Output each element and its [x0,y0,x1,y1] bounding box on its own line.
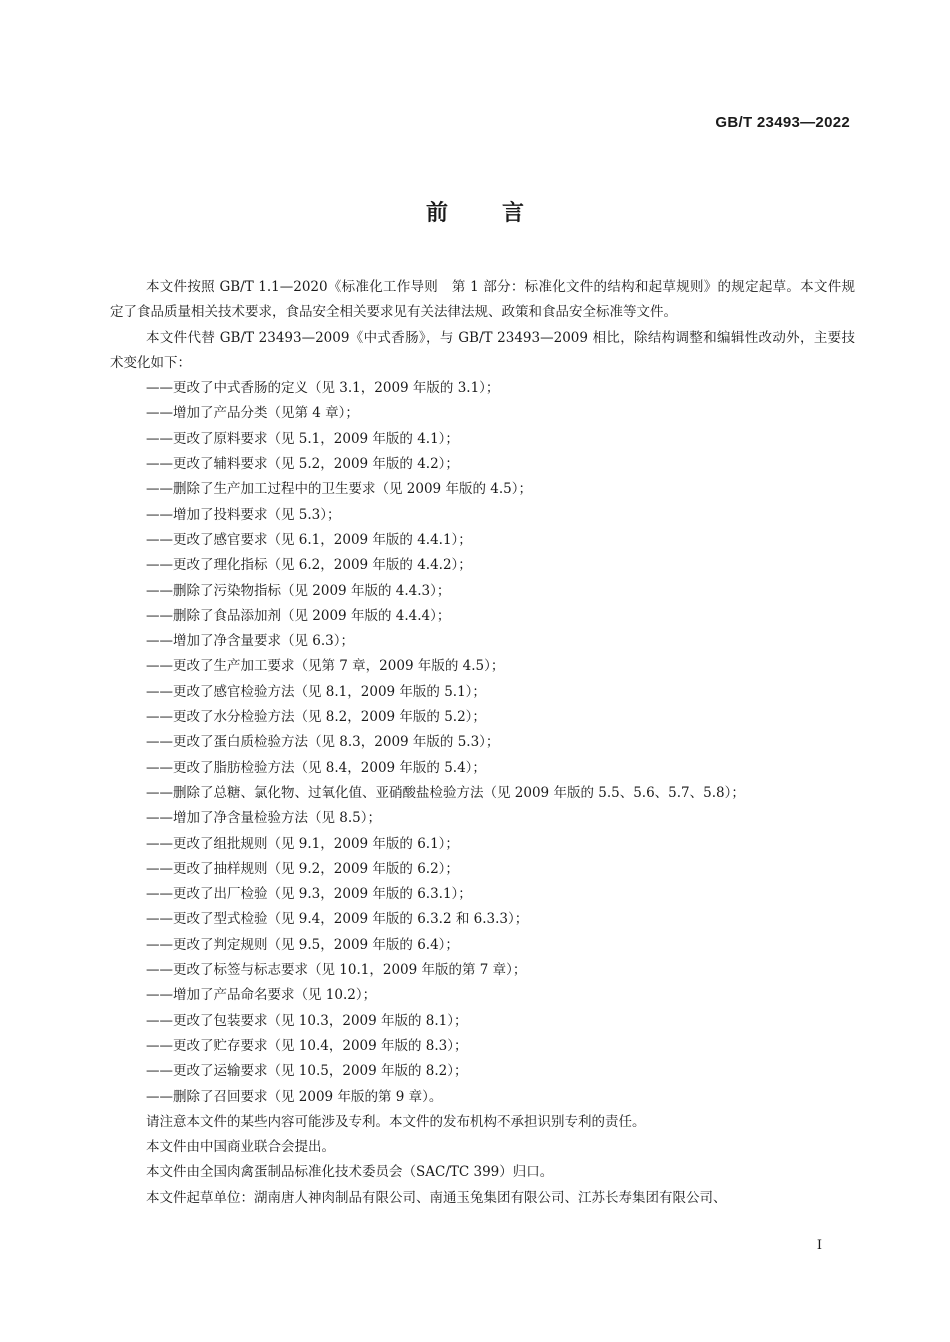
list-item: ——更改了原料要求（见 5.1，2009 年版的 4.1）； [146,430,459,447]
page-title: 前言 [425,201,578,226]
list-item: ——更改了判定规则（见 9.5，2009 年版的 6.4）； [146,936,459,953]
list-item: ——更改了理化指标（见 6.2，2009 年版的 4.4.2）； [146,557,472,574]
list-item: ——更改了标签与标志要求（见 10.1，2009 年版的第 7 章）； [146,962,527,979]
list-item: ——更改了辅料要求（见 5.2，2009 年版的 4.2）； [146,456,459,473]
list-item: ——更改了型式检验（见 9.4，2009 年版的 6.3.2 和 6.3.3）； [146,911,529,928]
list-item: ——更改了包装要求（见 10.3，2009 年版的 8.1）； [146,1012,468,1029]
list-item: ——删除了食品添加剂（见 2009 年版的 4.4.4）； [146,607,451,624]
committee-paragraph: 本文件由全国肉禽蛋制品标准化技术委员会（SAC/TC 399）归口。 [146,1164,554,1181]
list-item: ——更改了运输要求（见 10.5，2009 年版的 8.2）； [146,1063,468,1080]
list-item: ——删除了污染物指标（见 2009 年版的 4.4.3）； [146,582,451,599]
list-item: ——更改了生产加工要求（见第 7 章，2009 年版的 4.5）； [146,658,505,675]
list-item: ——删除了总糖、氯化物、过氧化值、亚硝酸盐检验方法（见 2009 年版的 5.5、5.6、5.7、5.8）； [146,784,745,801]
list-item: ——更改了感官要求（见 6.1，2009 年版的 4.4.1）； [146,531,472,548]
list-item: ——更改了脂肪检验方法（见 8.4，2009 年版的 5.4）； [146,759,486,776]
list-item: ——更改了出厂检验（见 9.3，2009 年版的 6.3.1）； [146,886,472,903]
list-item: ——增加了净含量要求（见 6.3）； [146,633,355,650]
technical-changes-list [110,376,855,1110]
list-item: ——更改了蛋白质检验方法（见 8.3，2009 年版的 5.3）； [146,734,500,751]
drafting-units-paragraph: 本文件起草单位：湖南唐人神肉制品有限公司、南通玉兔集团有限公司、江苏长寿集团有限公司、 [146,1189,727,1206]
proposer-paragraph: 本文件由中国商业联合会提出。 [146,1139,335,1156]
list-item: ——增加了产品分类（见第 4 章）； [146,405,359,422]
intro-paragraph: 本文件代替 GB/T 23493—2009《中式香肠》，与 GB/T 23493—2009 相比，除结构调整和编辑性改动外，主要技术变化如下： [110,329,855,371]
document-body [110,275,855,1211]
list-item: ——增加了投料要求（见 5.3）； [146,506,341,523]
list-item: ——更改了水分检验方法（见 8.2，2009 年版的 5.2）； [146,709,486,726]
list-item: ——更改了感官检验方法（见 8.1，2009 年版的 5.1）； [146,683,486,700]
list-item: ——删除了生产加工过程中的卫生要求（见 2009 年版的 4.5）； [146,481,532,498]
standard-number: GB/T 23493—2022 [715,114,850,131]
list-item: ——更改了中式香肠的定义（见 3.1，2009 年版的 3.1）； [146,380,500,397]
intro-paragraph: 本文件按照 GB/T 1.1—2020《标准化工作导则 第 1 部分：标准化文件的结构和起草规则》的规定起草。本文件规定了食品质量相关技术要求，食品安全相关要求见有关法律法规、政策和食品安全标准等文件。 [110,279,855,321]
patent-notice-paragraph: 请注意本文件的某些内容可能涉及专利。本文件的发布机构不承担识别专利的责任。 [146,1113,646,1130]
list-item: ——更改了组批规则（见 9.1，2009 年版的 6.1）； [146,835,459,852]
list-item: ——增加了净含量检验方法（见 8.5）； [146,810,382,827]
list-item: ——更改了贮存要求（见 10.4，2009 年版的 8.3）； [146,1037,468,1054]
list-item: ——更改了抽样规则（见 9.2，2009 年版的 6.2）； [146,860,459,877]
list-item: ——删除了召回要求（见 2009 年版的第 9 章）。 [146,1088,443,1105]
list-item: ——增加了产品命名要求（见 10.2）； [146,987,377,1004]
page-number: Ⅰ [816,1238,822,1253]
